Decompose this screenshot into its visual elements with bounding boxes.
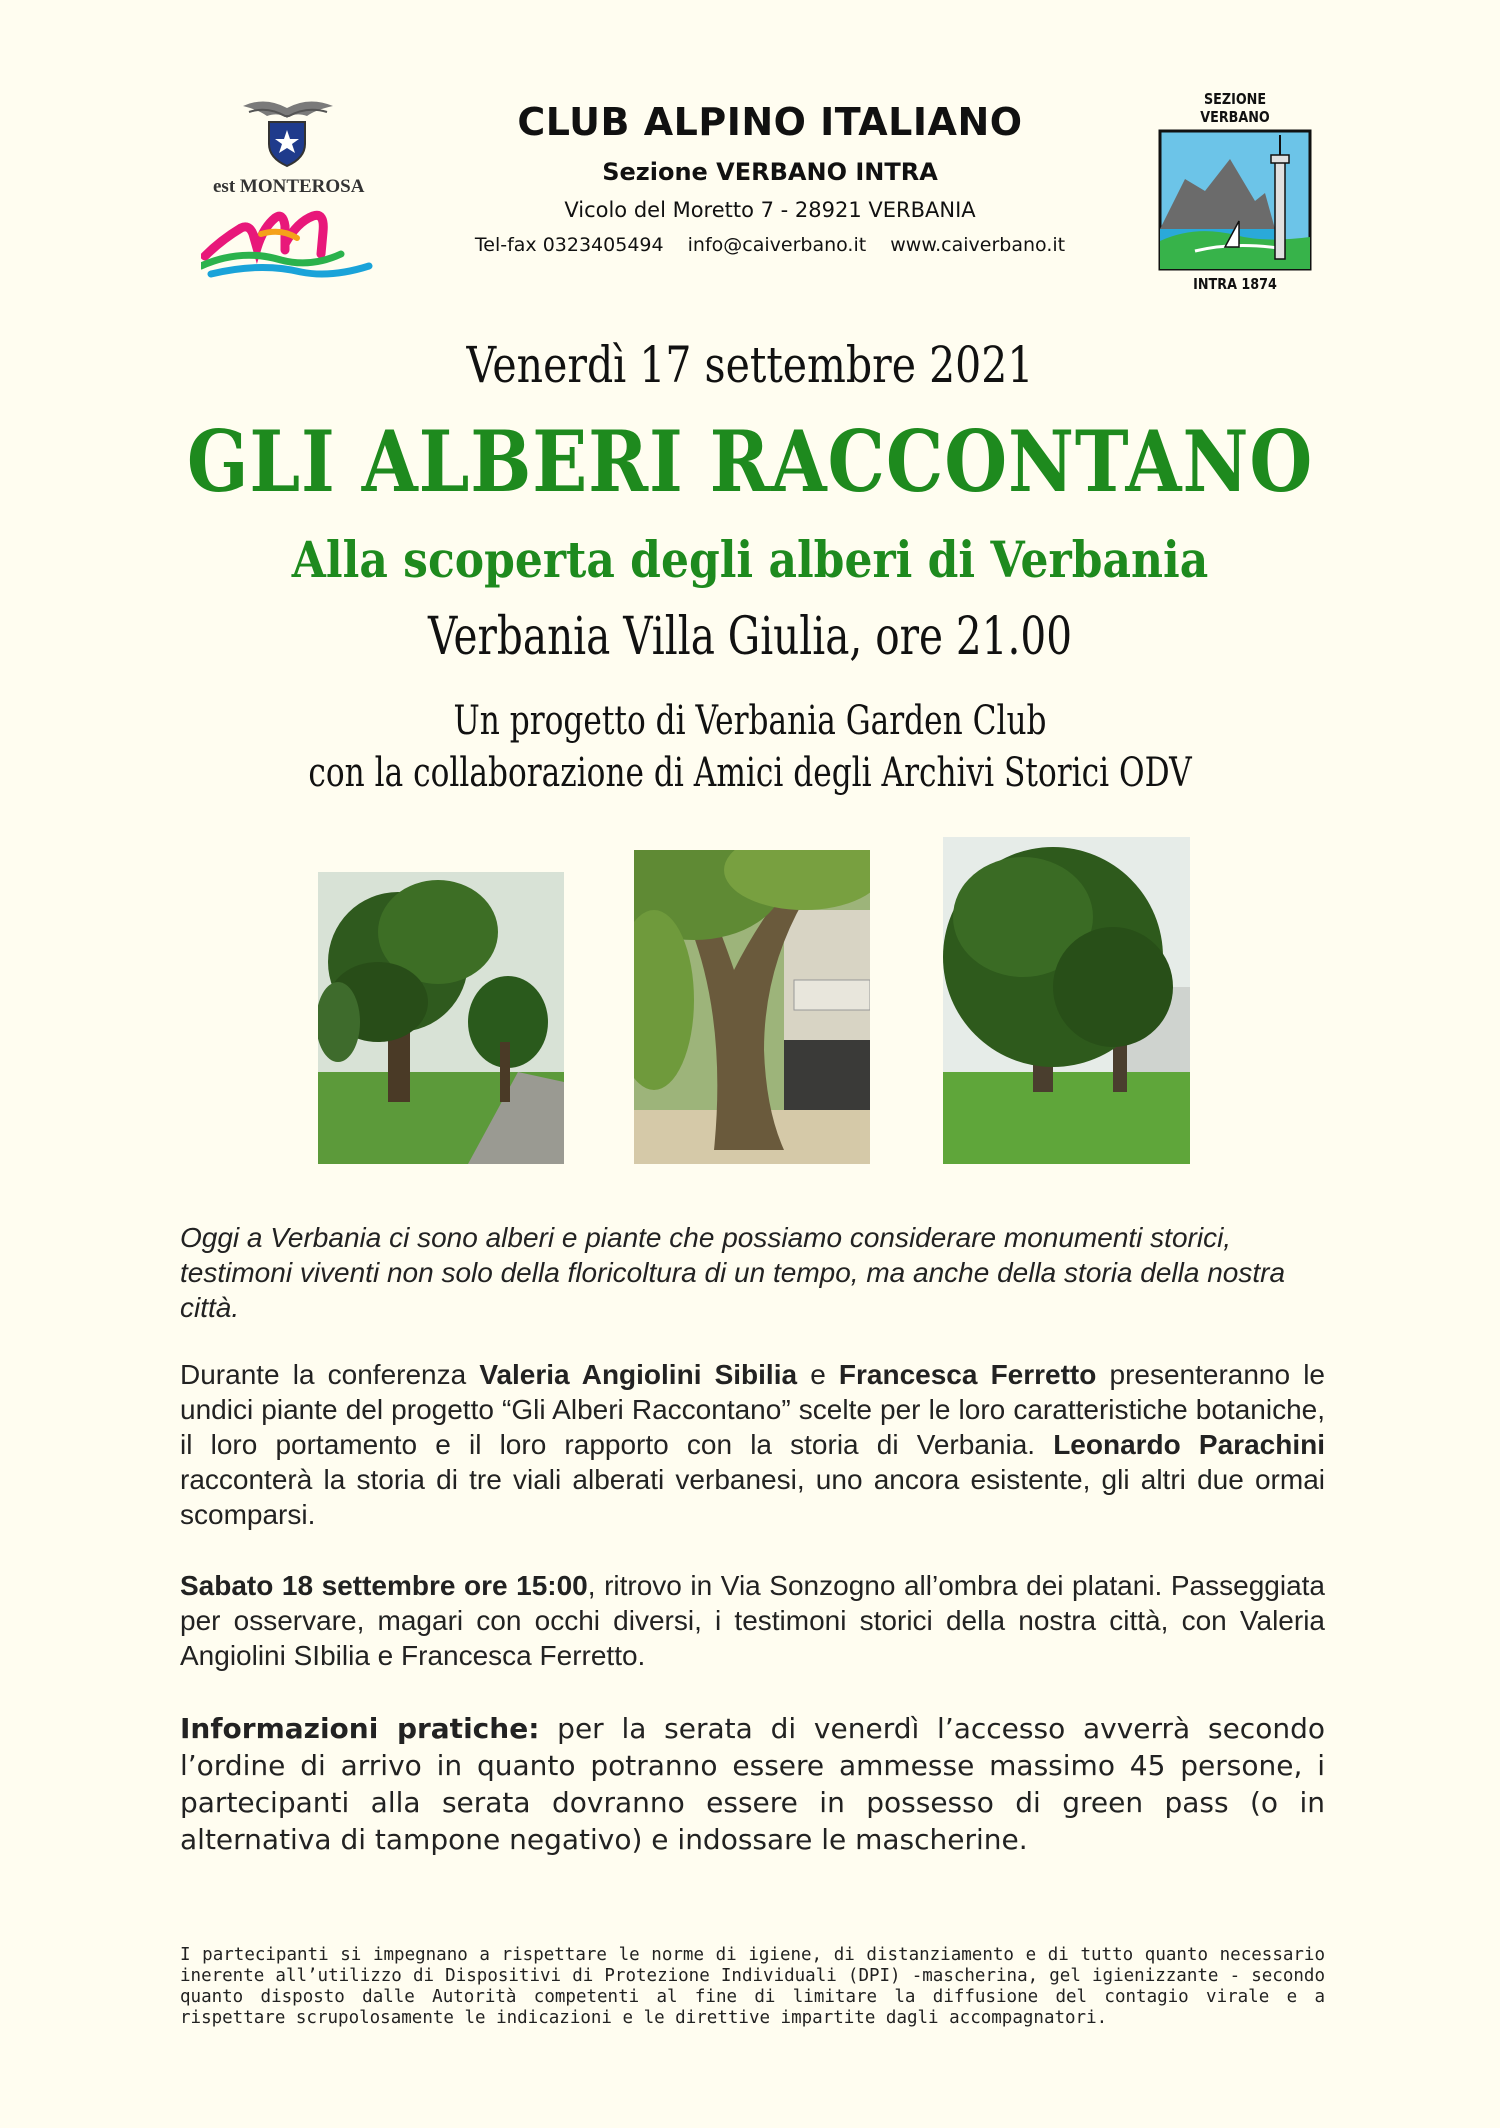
- info-text: per la serata di venerdì l’accesso avverrà secondo l’ordine di arrivo in quanto potranno essere ammesse massimo 45 persone, i partecipanti alla serata dovranno essere in possesso di green pass (o in alternativa di tampone negativo) e indossare le mascherine.: [180, 1712, 1325, 1856]
- est-monterosa-logo: [195, 92, 385, 292]
- sezione-verbano-logo-top: SEZIONE VERBANO: [1200, 90, 1270, 126]
- club-header: [420, 100, 1120, 256]
- sezione-verbano-logo-bottom: INTRA 1874: [1193, 275, 1277, 293]
- sezione-verbano-logo: [1155, 90, 1315, 293]
- conference-paragraph: [180, 1357, 1325, 1532]
- tree-photo-3: [943, 837, 1190, 1164]
- event-project: [165, 695, 1335, 799]
- club-section: Sezione VERBANO INTRA: [602, 158, 938, 186]
- conference-text-c: presenteranno le undici piante del progetto “Gli Alberi Raccontano” scelte per le loro caratteristiche botaniche, il loro portamento e il loro rapporto con la storia di Verbania.: [180, 1359, 1326, 1460]
- conference-text-b: e: [797, 1359, 839, 1390]
- footer-note: I partecipanti si impegnano a rispettare le norme di igiene, di distanziamento e di tutto quanto necessario inerente all’utilizzo di Dispositivi di Protezione Individuali (DPI) -mascherina, gel igienizzante - secondo quanto disposto dalle Autorità competenti al fine di limitare la diffusione del contagio virale e a rispettare scrupolosamente le indicazioni e le direttive impartite dagli accompagnatori.: [180, 1945, 1325, 2028]
- club-website[interactable]: www.caiverbano.it: [890, 234, 1066, 256]
- intro-paragraph: Oggi a Verbania ci sono alberi e piante che possiamo considerare monumenti storici, testimoni viventi non solo della floricoltura di un tempo, ma anche della storia della nostra città.: [180, 1222, 1286, 1323]
- info-label: Informazioni pratiche:: [180, 1712, 540, 1745]
- club-title: CLUB ALPINO ITALIANO: [517, 100, 1023, 144]
- speaker-name-3: Leonardo Parachini: [1053, 1429, 1325, 1460]
- saturday-date: Sabato 18 settembre ore 15:00: [180, 1570, 588, 1601]
- conference-text-a: Durante la conferenza: [180, 1359, 480, 1390]
- event-date: Venerdì 17 settembre 2021: [466, 336, 1034, 394]
- info-paragraph: [180, 1710, 1325, 1858]
- est-monterosa-text: est MONTEROSA: [213, 176, 365, 197]
- speaker-name-1: Valeria Angiolini Sibilia: [479, 1359, 798, 1390]
- lake-mountain-emblem-icon: [1155, 129, 1315, 273]
- club-contacts: [420, 234, 1120, 256]
- tree-photo-2: [634, 850, 870, 1164]
- club-phone: Tel-fax 0323405494: [474, 234, 664, 256]
- monterosa-m-mark-icon: [201, 204, 381, 284]
- saturday-paragraph: [180, 1568, 1325, 1673]
- speaker-name-2: Francesca Ferretto: [838, 1359, 1097, 1390]
- event-title: GLI ALBERI RACCONTANO: [186, 412, 1314, 511]
- club-address: Vicolo del Moretto 7 - 28921 VERBANIA: [564, 198, 976, 222]
- event-project-line2: con la collaborazione di Amici degli Archivi Storici ODV: [308, 750, 1192, 796]
- club-email[interactable]: info@caiverbano.it: [687, 234, 867, 256]
- tree-photo-1: [318, 872, 564, 1164]
- event-subtitle: Alla scoperta degli alberi di Verbania: [291, 530, 1209, 589]
- event-project-line1: Un progetto di Verbania Garden Club: [453, 698, 1047, 744]
- conference-text-d: racconterà la storia di tre viali alberati verbanesi, uno ancora esistente, gli altri due ormai scomparsi.: [180, 1464, 1325, 1530]
- saturday-text: , ritrovo in Via Sonzogno all’ombra dei platani. Passeggiata per osservare, magari con occhi diversi, i testimoni storici della nostra città, con Valeria Angiolini SIbilia e Francesca Ferretto.: [180, 1570, 1325, 1671]
- event-place: Verbania Villa Giulia, ore 21.00: [427, 607, 1073, 667]
